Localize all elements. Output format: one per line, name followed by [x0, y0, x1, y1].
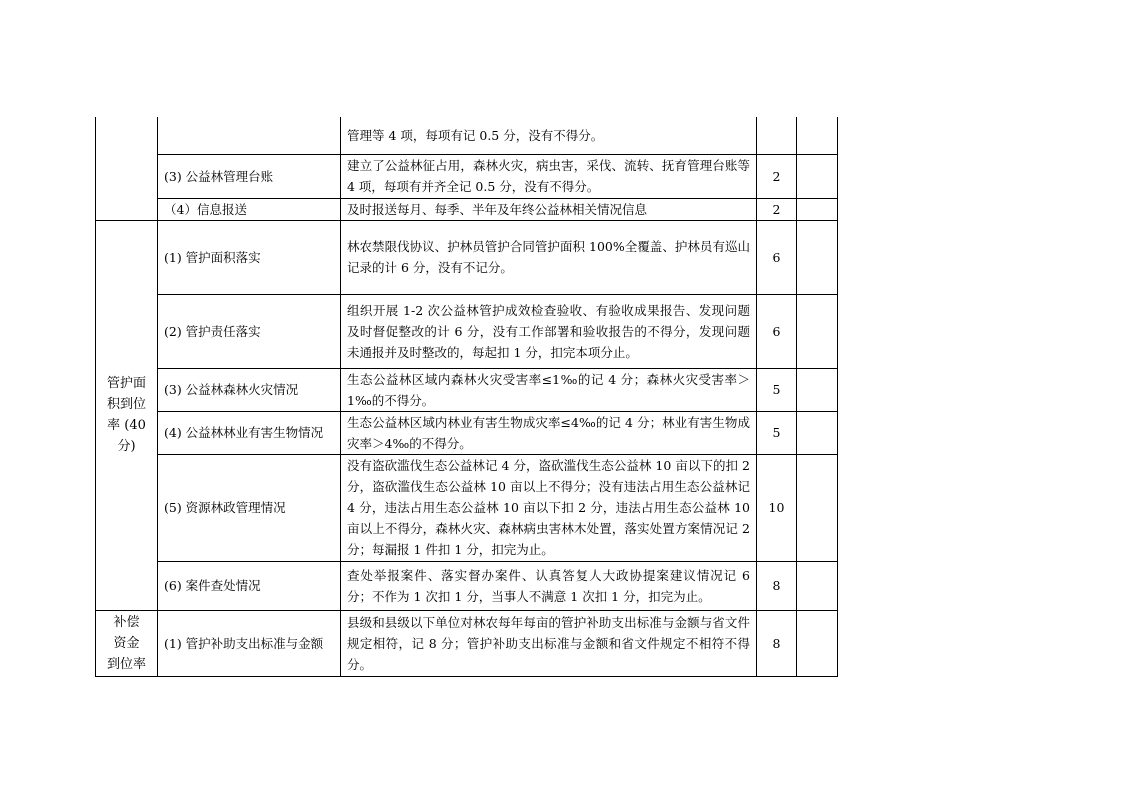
item-cell: (6) 案件查处情况: [158, 561, 341, 610]
category-line: 补偿: [113, 614, 140, 630]
category-line: 分): [117, 439, 136, 454]
category-cell-continued: [96, 117, 158, 220]
category-cell-protect: [96, 220, 158, 610]
category-line: 率 (40: [107, 418, 146, 433]
score-cell: 2: [757, 154, 797, 198]
blank-cell: [797, 368, 838, 411]
item-cell: (1) 管护补助支出标准与金额: [158, 610, 341, 676]
criteria-cell: 县级和县级以下单位对林农每年每亩的管护补助支出标准与金额与省文件规定相符，记 8 分；管护补助支出标准与金额和省文件规定不相符不得分。: [341, 610, 757, 676]
criteria-cell: 查处举报案件、落实督办案件、认真答复人大政协提案建议情况记 6 分；不作为 1 次扣 1 分，当事人不满意 1 次扣 1 分，扣完为止。: [341, 561, 757, 610]
category-line: 到位率: [106, 656, 146, 672]
criteria-cell: 及时报送每月、每季、半年及年终公益林相关情况信息: [341, 198, 757, 220]
blank-cell: [797, 454, 838, 561]
table-row: [96, 117, 838, 154]
score-cell: 5: [757, 368, 797, 411]
item-cell: (1) 管护面积落实: [158, 220, 341, 294]
score-cell: 8: [757, 610, 797, 676]
table-row: [96, 154, 838, 198]
category-line: 积到位: [106, 397, 146, 412]
table-row: [96, 198, 838, 220]
table-row: [96, 368, 838, 411]
blank-cell: [797, 561, 838, 610]
table-row: [96, 411, 838, 454]
item-cell: (4) 公益林林业有害生物情况: [158, 411, 341, 454]
table-row: [96, 561, 838, 610]
table-row: [96, 294, 838, 368]
blank-cell: [797, 198, 838, 220]
table-row: [96, 220, 838, 294]
category-cell-subsidy: [96, 610, 158, 676]
item-cell: (2) 管护责任落实: [158, 294, 341, 368]
item-cell: (3) 公益林森林火灾情况: [158, 368, 341, 411]
score-cell: [757, 117, 797, 154]
evaluation-table: [95, 117, 838, 677]
item-cell: (3) 公益林管理台账: [158, 154, 341, 198]
category-line: 管护面: [106, 376, 146, 391]
score-cell: 6: [757, 220, 797, 294]
blank-cell: [797, 610, 838, 676]
item-cell: [158, 117, 341, 154]
criteria-cell: 没有盗砍滥伐生态公益林记 4 分，盗砍滥伐生态公益林 10 亩以下的扣 2 分，盗砍滥伐生态公益林 10 亩以上不得分；没有违法占用生态公益林记 4 分，违法占用生态公益林 10 亩以下扣 2 分，违法占用生态公益林 10 亩以上不得分，森林火灾、森林病虫害林木处置，落实处置方案情况记 2 分；每漏报 1 件扣 1 分，扣完为止。: [341, 454, 757, 561]
blank-cell: [797, 411, 838, 454]
item-cell: （4）信息报送: [158, 198, 341, 220]
score-cell: 2: [757, 198, 797, 220]
criteria-cell: 生态公益林区域内林业有害生物成灾率≤4‰的记 4 分；林业有害生物成灾率＞4‰的不得分。: [341, 411, 757, 454]
score-cell: 10: [757, 454, 797, 561]
table-row: [96, 454, 838, 561]
criteria-cell: 林农禁限伐协议、护林员管护合同管护面积 100%全覆盖、护林员有巡山记录的计 6 分，没有不记分。: [341, 220, 757, 294]
criteria-cell: 建立了公益林征占用，森林火灾，病虫害，采伐、流转、抚育管理台账等 4 项，每项有并齐全记 0.5 分，没有不得分。: [341, 154, 757, 198]
criteria-cell: 管理等 4 项，每项有记 0.5 分，没有不得分。: [341, 117, 757, 154]
score-cell: 5: [757, 411, 797, 454]
blank-cell: [797, 154, 838, 198]
score-cell: 8: [757, 561, 797, 610]
blank-cell: [797, 294, 838, 368]
criteria-cell: 生态公益林区域内森林火灾受害率≤1‰的记 4 分；森林火灾受害率＞1‰的不得分。: [341, 368, 757, 411]
category-line: 资金: [113, 635, 140, 651]
criteria-cell: 组织开展 1-2 次公益林管护成效检查验收、有验收成果报告、发现问题及时督促整改的计 6 分，没有工作部署和验收报告的不得分，发现问题未通报并及时整改的，每起扣 1 分，扣完本项分止。: [341, 294, 757, 368]
item-cell: (5) 资源林政管理情况: [158, 454, 341, 561]
score-cell: 6: [757, 294, 797, 368]
blank-cell: [797, 220, 838, 294]
blank-cell: [797, 117, 838, 154]
table-row: [96, 610, 838, 676]
